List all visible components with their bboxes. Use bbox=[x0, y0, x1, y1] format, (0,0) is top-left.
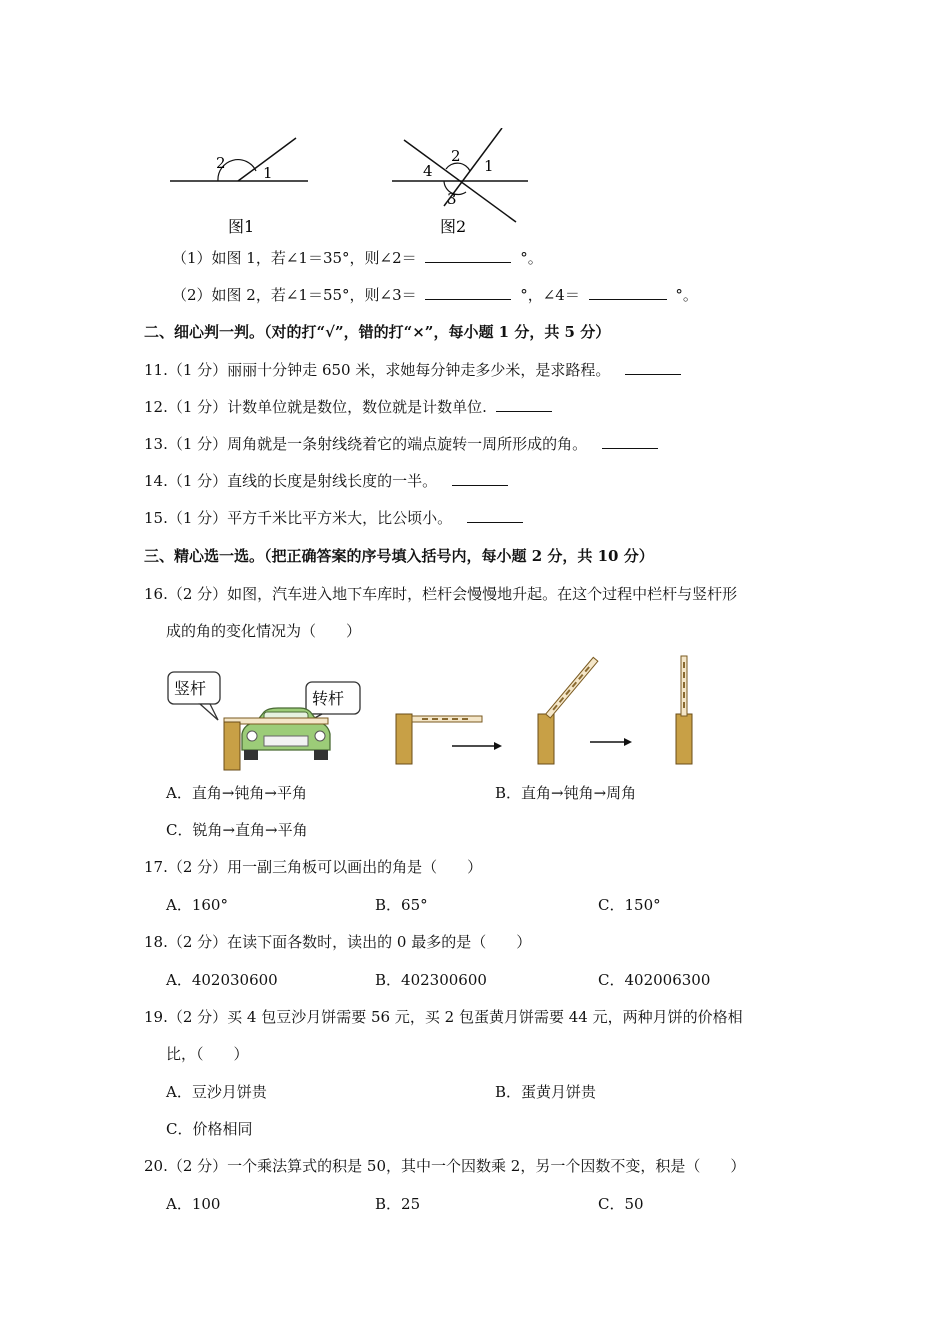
q19-option-a[interactable]: A．豆沙月饼贵 bbox=[166, 1083, 267, 1101]
fig1-label-2: 2 bbox=[216, 154, 226, 172]
q16-option-a[interactable]: A．直角→钝角→平角 bbox=[166, 784, 307, 802]
figure-2 bbox=[392, 128, 528, 236]
angle-figures bbox=[160, 128, 540, 240]
q17-option-a[interactable]: A．160° bbox=[166, 896, 228, 914]
q12: 12.（1 分）计数单位就是数位，数位就是计数单位. bbox=[144, 397, 556, 417]
q19-line1: 19.（2 分）买 4 包豆沙月饼需要 56 元，买 2 包蛋黄月饼需要 44 元，两种月饼的价格相 bbox=[144, 1008, 743, 1026]
fig2-label-2: 2 bbox=[451, 147, 461, 165]
q16-figure bbox=[160, 650, 720, 774]
fig2-label-4: 4 bbox=[423, 162, 433, 180]
q14: 14.（1 分）直线的长度是射线长度的一半。 bbox=[144, 471, 512, 491]
q20-text: 20.（2 分）一个乘法算式的积是 50，其中一个因数乘 2，另一个因数不变，积是（ ） bbox=[144, 1157, 746, 1175]
q13: 13.（1 分）周角就是一条射线绕着它的端点旋转一周所形成的角。 bbox=[144, 434, 662, 454]
label-vertical-pole-text: 竖杆 bbox=[174, 679, 207, 698]
fig1-caption: 图1 bbox=[228, 217, 255, 236]
q16-line1: 16.（2 分）如图，汽车进入地下车库时，栏杆会慢慢地升起。在这个过程中栏杆与竖杆形 bbox=[144, 585, 738, 603]
q13-answer-blank[interactable] bbox=[602, 434, 658, 449]
fig2-caption: 图2 bbox=[440, 217, 467, 236]
q11-answer-blank[interactable] bbox=[625, 360, 681, 375]
q19-option-c[interactable]: C．价格相同 bbox=[166, 1120, 253, 1138]
q19-option-b[interactable]: B．蛋黄月饼贵 bbox=[495, 1083, 597, 1101]
q17-text: 17.（2 分）用一副三角板可以画出的角是（ ） bbox=[144, 858, 483, 876]
q10-sub1-blank[interactable] bbox=[425, 248, 511, 263]
q20-option-a[interactable]: A．100 bbox=[166, 1195, 221, 1213]
fig2-label-1: 1 bbox=[484, 157, 494, 175]
gate-stage-2 bbox=[396, 714, 482, 764]
q18-option-b[interactable]: B．402300600 bbox=[375, 971, 487, 989]
gate-stage-3 bbox=[538, 657, 598, 764]
arrow-right-icon bbox=[590, 738, 632, 746]
q18-text: 18.（2 分）在读下面各数时，读出的 0 最多的是（ ） bbox=[144, 933, 532, 951]
q15: 15.（1 分）平方千米比平方米大，比公顷小。 bbox=[144, 508, 527, 528]
q10-sub2-blank-angle3[interactable] bbox=[425, 285, 511, 300]
section-2-heading: 二、细心判一判。（对的打“√”，错的打“×”，每小题 1 分，共 5 分） bbox=[144, 323, 611, 341]
q16-option-c[interactable]: C．锐角→直角→平角 bbox=[166, 821, 308, 839]
q10-sub2-blank-angle4[interactable] bbox=[589, 285, 667, 300]
arrow-right-icon bbox=[452, 742, 502, 750]
q15-answer-blank[interactable] bbox=[467, 508, 523, 523]
q20-option-c[interactable]: C．50 bbox=[598, 1195, 644, 1213]
q12-answer-blank[interactable] bbox=[496, 397, 552, 412]
q17-option-b[interactable]: B．65° bbox=[375, 896, 428, 914]
gate-stage-4 bbox=[676, 656, 692, 764]
q19-line2: 比，（ ） bbox=[166, 1045, 249, 1063]
figure-1 bbox=[170, 138, 308, 236]
q18-option-a[interactable]: A．402030600 bbox=[166, 971, 278, 989]
q10-sub2: （2）如图 2，若∠1＝55°，则∠3＝ °，∠4＝ °。 bbox=[172, 286, 698, 304]
fig1-label-1: 1 bbox=[263, 164, 273, 182]
q16-option-b[interactable]: B．直角→钝角→周角 bbox=[495, 784, 637, 802]
label-vertical-pole bbox=[168, 672, 220, 720]
q14-answer-blank[interactable] bbox=[452, 471, 508, 486]
q18-option-c[interactable]: C．402006300 bbox=[598, 971, 711, 989]
q16-line2: 成的角的变化情况为（ ） bbox=[166, 622, 362, 640]
section-3-heading: 三、精心选一选。（把正确答案的序号填入括号内，每小题 2 分，共 10 分） bbox=[144, 547, 654, 565]
label-rotating-bar-text: 转杆 bbox=[312, 689, 345, 708]
fig2-label-3: 3 bbox=[447, 190, 457, 208]
q11: 11.（1 分）丽丽十分钟走 650 米，求她每分钟走多少米，是求路程。 bbox=[144, 360, 685, 380]
q10-sub1: （1）如图 1，若∠1＝35°，则∠2＝ °。 bbox=[172, 249, 543, 267]
q17-option-c[interactable]: C．150° bbox=[598, 896, 661, 914]
q20-option-b[interactable]: B．25 bbox=[375, 1195, 421, 1213]
